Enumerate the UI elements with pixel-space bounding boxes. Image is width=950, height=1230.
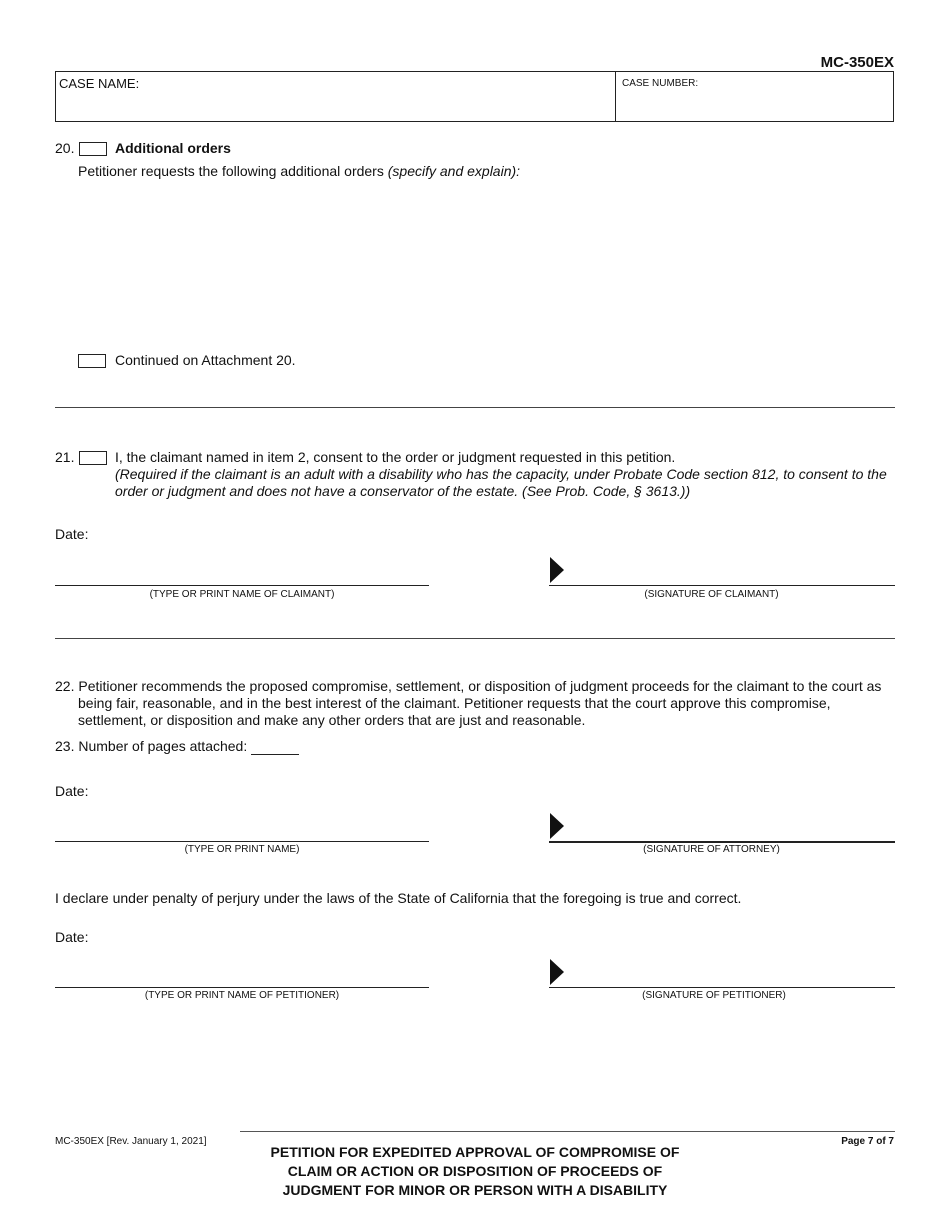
item20-continued-checkbox[interactable]	[78, 354, 106, 368]
attorney-signature-caption: (SIGNATURE OF ATTORNEY)	[643, 844, 780, 855]
item22-line2: being fair, reasonable, and in the best interest of the claimant. Petitioner requests that the court approve this compromise,	[78, 695, 831, 711]
petitioner-name-line[interactable]	[55, 987, 429, 988]
signature-arrow-icon	[550, 557, 564, 583]
signature-arrow-icon	[550, 813, 564, 839]
case-number-label: CASE NUMBER:	[622, 78, 699, 89]
item23-date-label: Date:	[55, 783, 89, 799]
divider-1	[55, 407, 895, 408]
attorney-signature-line[interactable]	[549, 841, 895, 843]
form-title-line1: PETITION FOR EXPEDITED APPROVAL OF COMPROMISE OF	[270, 1144, 680, 1160]
item20-instruction-italic: (specify and explain):	[387, 163, 521, 179]
case-header-box	[55, 71, 894, 122]
item21-date-label: Date:	[55, 526, 89, 542]
attorney-name-line[interactable]	[55, 841, 429, 842]
item21-name-caption: (TYPE OR PRINT NAME OF CLAIMANT)	[149, 589, 335, 600]
item20-title: Additional orders	[115, 140, 231, 156]
item21-note-line1: (Required if the claimant is an adult with a disability who has the capacity, under Probate Code section 812, to consent to the	[115, 466, 887, 482]
item21-text: I, the claimant named in item 2, consent to the order or judgment requested in this petition.	[115, 449, 676, 465]
item23-label: 23. Number of pages attached:	[55, 738, 248, 754]
item22-line3: settlement, or disposition and make any other orders that are just and reasonable.	[78, 712, 586, 728]
divider-2	[55, 638, 895, 639]
item21-signature-line[interactable]	[549, 585, 895, 586]
form-title	[240, 1143, 710, 1200]
petitioner-name-caption: (TYPE OR PRINT NAME OF PETITIONER)	[144, 990, 340, 1001]
pages-attached-field[interactable]	[251, 754, 299, 755]
item20-number: 20.	[55, 140, 75, 156]
form-title-line2: CLAIM OR ACTION OR DISPOSITION OF PROCEEDS OF	[287, 1163, 663, 1179]
item20-continued-label: Continued on Attachment 20.	[115, 352, 296, 368]
case-name-label: CASE NAME:	[59, 76, 140, 91]
petitioner-signature-caption: (SIGNATURE OF PETITIONER)	[642, 990, 786, 1001]
perjury-declaration: I declare under penalty of perjury under the laws of the State of California that the foregoing is true and correct.	[55, 890, 742, 906]
case-divider	[615, 72, 616, 121]
item20-instruction-text: Petitioner requests the following additional orders	[78, 163, 384, 179]
item21-note-line2: order or judgment and does not have a conservator of the estate. (See Prob. Code, § 3613.))	[115, 483, 691, 499]
item20-instruction	[78, 163, 520, 180]
signature-arrow-icon	[550, 959, 564, 985]
form-revision: MC-350EX [Rev. January 1, 2021]	[55, 1136, 207, 1147]
declaration-date-label: Date:	[55, 929, 89, 945]
item22-line1: 22. Petitioner recommends the proposed compromise, settlement, or disposition of judgment proceeds for the claimant to the court as	[55, 678, 882, 694]
item21-checkbox[interactable]	[79, 451, 107, 465]
petitioner-signature-line[interactable]	[549, 987, 895, 988]
item21-number: 21.	[55, 449, 75, 465]
attorney-name-caption: (TYPE OR PRINT NAME)	[184, 844, 300, 855]
item21-signature-caption: (SIGNATURE OF CLAIMANT)	[644, 589, 779, 600]
item20-checkbox[interactable]	[79, 142, 107, 156]
form-code: MC-350EX	[820, 54, 894, 71]
item21-name-line[interactable]	[55, 585, 429, 586]
page-number: Page 7 of 7	[841, 1136, 894, 1147]
footer-rule	[240, 1131, 895, 1132]
form-title-line3: JUDGMENT FOR MINOR OR PERSON WITH A DISABILITY	[282, 1182, 668, 1198]
